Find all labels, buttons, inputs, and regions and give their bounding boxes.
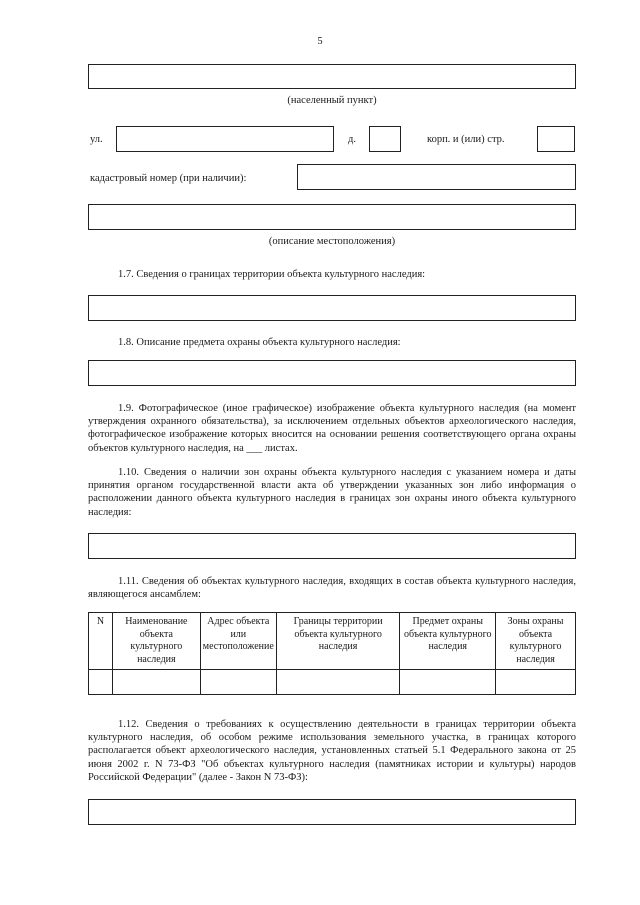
section-1-12-text: 1.12. Сведения о требованиях к осуществлению деятельности в границах территории объекта культурного наследия, об особом режиме использования земельного участка, в границах которого располагается объект археологического наследия, установленных статьей 5.1 Федерального закона от 25 июня 2002 г. N 73-ФЗ "Об объектах культурного наследия (памятниках истории и культуры) народов Российской Федерации" (далее - Закон N 73-ФЗ): <box>88 719 576 783</box>
building-label: корп. и (или) стр. <box>427 134 505 145</box>
col-number-header: N <box>89 613 113 670</box>
ensemble-objects-table <box>88 612 576 695</box>
col-zones-header: Зоны охраны объекта культурного наследия <box>496 613 576 670</box>
settlement-field[interactable] <box>88 64 576 89</box>
cadastral-field[interactable] <box>297 164 576 190</box>
house-field[interactable] <box>369 126 401 152</box>
location-caption: (описание местоположения) <box>268 236 396 247</box>
table-cell[interactable] <box>200 670 276 695</box>
col-address-header: Адрес объекта или местоположение <box>200 613 276 670</box>
building-field[interactable] <box>537 126 575 152</box>
table-header-row <box>89 613 576 670</box>
territory-boundaries-field[interactable] <box>88 295 576 321</box>
table-cell[interactable] <box>496 670 576 695</box>
section-1-11-text: 1.11. Сведения об объектах культурного наследия, входящих в состав объекта культурного наследия, являющегося ансамблем: <box>88 576 576 601</box>
protection-subject-field[interactable] <box>88 360 576 386</box>
section-1-10-text: 1.10. Сведения о наличии зон охраны объекта культурного наследия с указанием номера и даты принятия органом государственной власти акта об утверждении указанных зон либо информация о расположении данного объекта культурного наследия в границах зон охраны иного объекта культурного наследия: <box>88 467 576 518</box>
section-1-9-text: 1.9. Фотографическое (иное графическое) изображение объекта культурного наследия (на момент утверждения охранного обязательства), за исключением отдельных объектов археологического наследия, фотографическое изображение которых вносится на основании решения соответствующего органа охраны объектов культурного наследия, на ___ листах. <box>88 403 576 454</box>
house-label: д. <box>348 134 356 145</box>
col-name-header: Наименование объекта культурного наследия <box>112 613 200 670</box>
table-cell[interactable] <box>276 670 400 695</box>
cadastral-label: кадастровый номер (при наличии): <box>90 173 247 184</box>
section-1-8-heading: 1.8. Описание предмета охраны объекта культурного наследия: <box>118 337 401 348</box>
location-field[interactable] <box>88 204 576 230</box>
protection-zones-field[interactable] <box>88 533 576 559</box>
table-cell[interactable] <box>89 670 113 695</box>
section-1-7-heading: 1.7. Сведения о границах территории объекта культурного наследия: <box>118 269 426 280</box>
street-field[interactable] <box>116 126 334 152</box>
table-cell[interactable] <box>112 670 200 695</box>
settlement-caption: (населенный пункт) <box>287 95 377 106</box>
col-boundaries-header: Границы территории объекта культурного наследия <box>276 613 400 670</box>
col-protection-subject-header: Предмет охраны объекта культурного наследия <box>400 613 496 670</box>
activity-requirements-field[interactable] <box>88 799 576 825</box>
table-row <box>89 670 576 695</box>
street-label: ул. <box>90 134 103 145</box>
table-cell[interactable] <box>400 670 496 695</box>
page-number: 5 <box>317 36 323 47</box>
